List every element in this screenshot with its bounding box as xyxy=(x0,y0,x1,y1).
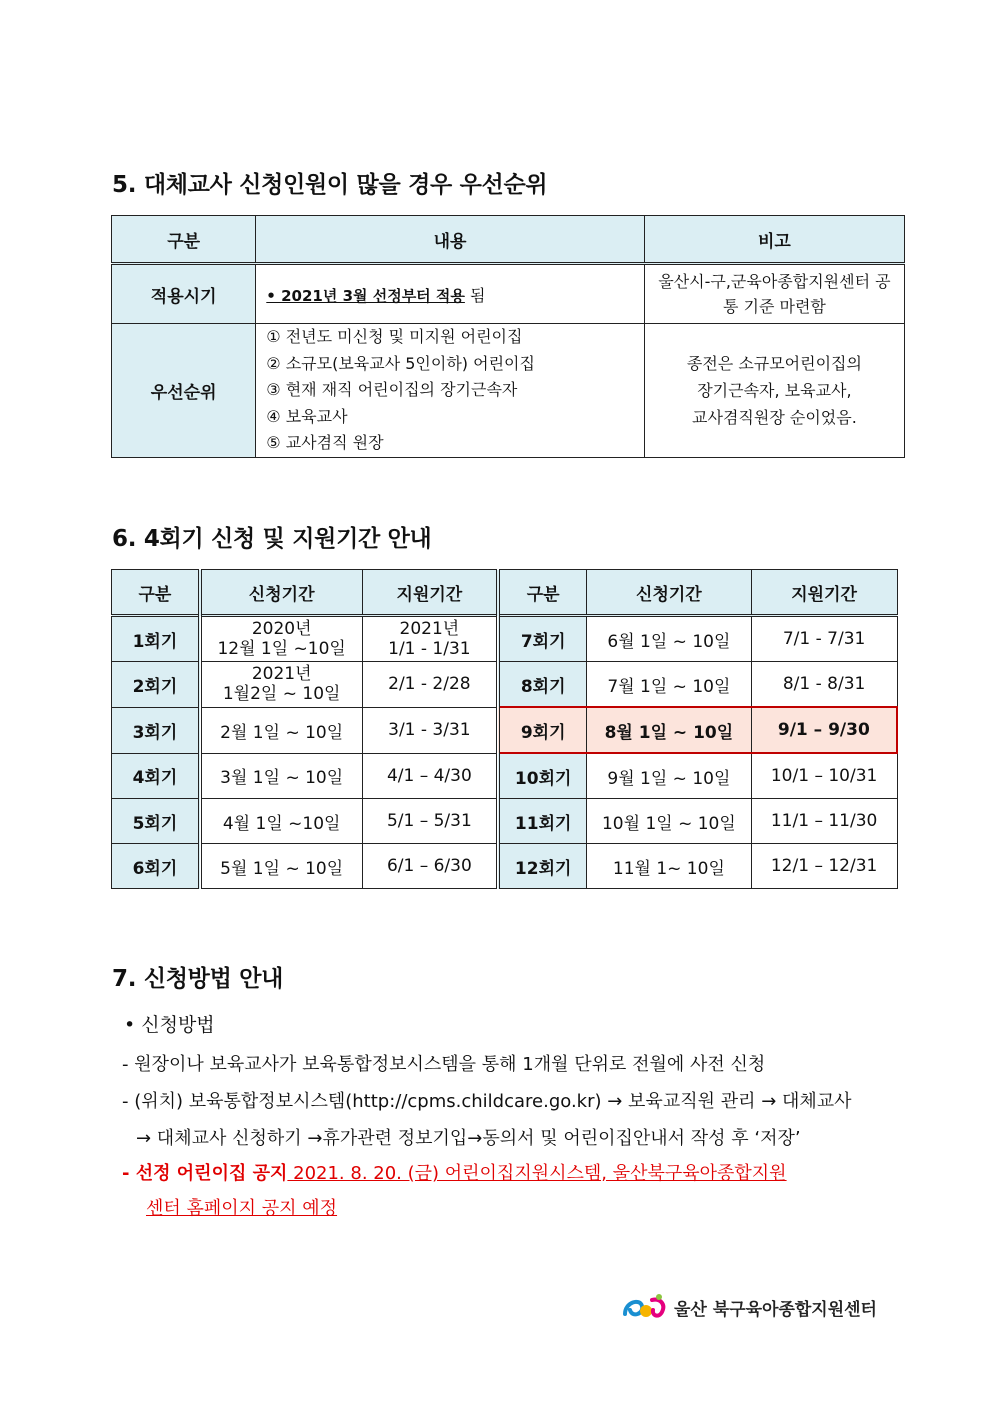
priority-note-line: 장기근속자, 보육교사, xyxy=(697,380,852,400)
support-period: 12/1 – 12/31 xyxy=(751,844,897,889)
support-period: 6/1 – 6/30 xyxy=(362,844,498,889)
round-label: 10회기 xyxy=(498,753,586,799)
support-period: 11/1 – 11/30 xyxy=(751,799,897,844)
apply-period-highlighted: 8월 1일 ~ 10일 xyxy=(587,707,752,753)
method-bullet: • 신청방법 xyxy=(124,1014,215,1036)
priority-item: ② 소규모(보육교사 5인이하) 어린이집 xyxy=(266,353,535,373)
header-category: 구분 xyxy=(112,216,256,264)
logo-text: 울산 북구육아종합지원센터 xyxy=(674,1299,877,1320)
center-logo xyxy=(622,1292,877,1322)
support-year: 2021년 xyxy=(399,619,460,639)
notice-line xyxy=(122,1159,787,1185)
section6-heading: 6. 4회기 신청 및 지원기간 안내 xyxy=(112,526,432,552)
priority-item: ⑤ 교사겸직 원장 xyxy=(266,433,384,452)
header-note: 비고 xyxy=(644,216,904,264)
apply-year: 2021년 xyxy=(251,664,312,685)
apply-period: 4월 1일 ~10일 xyxy=(200,799,362,844)
apply-period: 6월 1일 ~ 10일 xyxy=(587,616,752,662)
priority-item: ③ 현재 재직 어린이집의 장기근속자 xyxy=(266,380,518,399)
apply-period: 5월 1일 ~ 10일 xyxy=(200,844,362,889)
apply-period xyxy=(200,616,362,662)
priority-list-cell xyxy=(256,324,645,458)
apply-period-text: • 2021년 3월 선정부터 적용 xyxy=(266,286,465,305)
support-period: 3/1 - 3/31 xyxy=(362,707,498,753)
apply-period: 10월 1일 ~ 10일 xyxy=(587,799,752,844)
method-line-1: - 원장이나 보육교사가 보육통합정보시스템을 통해 1개월 단위로 전월에 사전 신청 xyxy=(122,1054,766,1075)
round-label: 8회기 xyxy=(498,662,586,708)
header-apply-left: 신청기간 xyxy=(200,570,362,616)
header-content: 내용 xyxy=(256,216,645,264)
priority-note-line: 교사겸직원장 순이었음. xyxy=(692,407,857,427)
priority-note xyxy=(644,324,904,458)
apply-period: 2월 1일 ~ 10일 xyxy=(200,707,362,753)
center-logo-icon xyxy=(622,1292,668,1322)
header-round-right: 구분 xyxy=(498,570,586,616)
priority-list xyxy=(266,324,644,457)
priority-item: ④ 보육교사 xyxy=(266,406,348,426)
schedule-table xyxy=(111,569,898,889)
round-label: 1회기 xyxy=(112,616,200,662)
priority-table xyxy=(111,215,905,458)
apply-period-content xyxy=(256,264,645,324)
priority-item: ① 전년도 미신청 및 미지원 어린이집 xyxy=(266,327,523,346)
apply-period-tail: 됨 xyxy=(464,285,486,305)
round-label: 2회기 xyxy=(112,662,200,708)
round-label-highlighted: 9회기 xyxy=(498,707,586,753)
round-label: 3회기 xyxy=(112,707,200,753)
header-support-left: 지원기간 xyxy=(362,570,498,616)
method-line-2: - (위치) 보육통합정보시스템(http://cpms.childcare.go.kr) → 보육교직원 관리 → 대체교사 xyxy=(122,1091,852,1112)
support-period: 5/1 – 5/31 xyxy=(362,799,498,844)
round-label: 5회기 xyxy=(112,799,200,844)
apply-period: 9월 1일 ~ 10일 xyxy=(587,753,752,799)
apply-period: 3월 1일 ~ 10일 xyxy=(200,753,362,799)
apply-dates: 1월2일 ~ 10일 xyxy=(222,684,341,705)
round-label: 7회기 xyxy=(498,616,586,662)
row-label-priority: 우선순위 xyxy=(112,324,256,458)
apply-dates: 12월 1일 ~10일 xyxy=(217,639,346,659)
header-round-left: 구분 xyxy=(112,570,200,616)
row-label-apply-period: 적용시기 xyxy=(112,264,256,324)
round-label: 11회기 xyxy=(498,799,586,844)
apply-period: 11월 1~ 10일 xyxy=(587,844,752,889)
support-period: 2/1 - 2/28 xyxy=(362,662,498,708)
section5-heading: 5. 대체교사 신청인원이 많을 경우 우선순위 xyxy=(112,172,548,198)
method-line-3: → 대체교사 신청하기 →휴가관련 정보기입→동의서 및 어린이집안내서 작성 후 ‘저장’ xyxy=(136,1128,801,1149)
apply-period-note: 울산시-구,군육아종합지원센터 공통 기준 마련함 xyxy=(644,264,904,324)
priority-note-line: 종전은 소규모어린이집의 xyxy=(686,353,862,373)
support-dates: 1/1 - 1/31 xyxy=(388,639,471,659)
support-period xyxy=(362,616,498,662)
support-period: 10/1 – 10/31 xyxy=(751,753,897,799)
apply-period: 7월 1일 ~ 10일 xyxy=(587,662,752,708)
apply-period xyxy=(200,662,362,708)
header-apply-right: 신청기간 xyxy=(587,570,752,616)
section7-heading: 7. 신청방법 안내 xyxy=(112,966,284,992)
notice-date-text: 2021. 8. 20. (금) 어린이집지원시스템, 울산북구육아종합지원 xyxy=(287,1163,787,1184)
support-period: 8/1 - 8/31 xyxy=(751,662,897,708)
apply-year: 2020년 xyxy=(251,619,312,639)
round-label: 4회기 xyxy=(112,753,200,799)
support-period: 7/1 - 7/31 xyxy=(751,616,897,662)
notice-dash: - xyxy=(122,1163,136,1184)
round-label: 12회기 xyxy=(498,844,586,889)
support-period: 4/1 – 4/30 xyxy=(362,753,498,799)
notice-label: 선정 어린이집 공지 xyxy=(135,1163,288,1184)
round-label: 6회기 xyxy=(112,844,200,889)
notice-line-2: 센터 홈페이지 공지 예정 xyxy=(146,1198,338,1219)
header-support-right: 지원기간 xyxy=(751,570,897,616)
support-period-highlighted: 9/1 – 9/30 xyxy=(751,707,897,753)
